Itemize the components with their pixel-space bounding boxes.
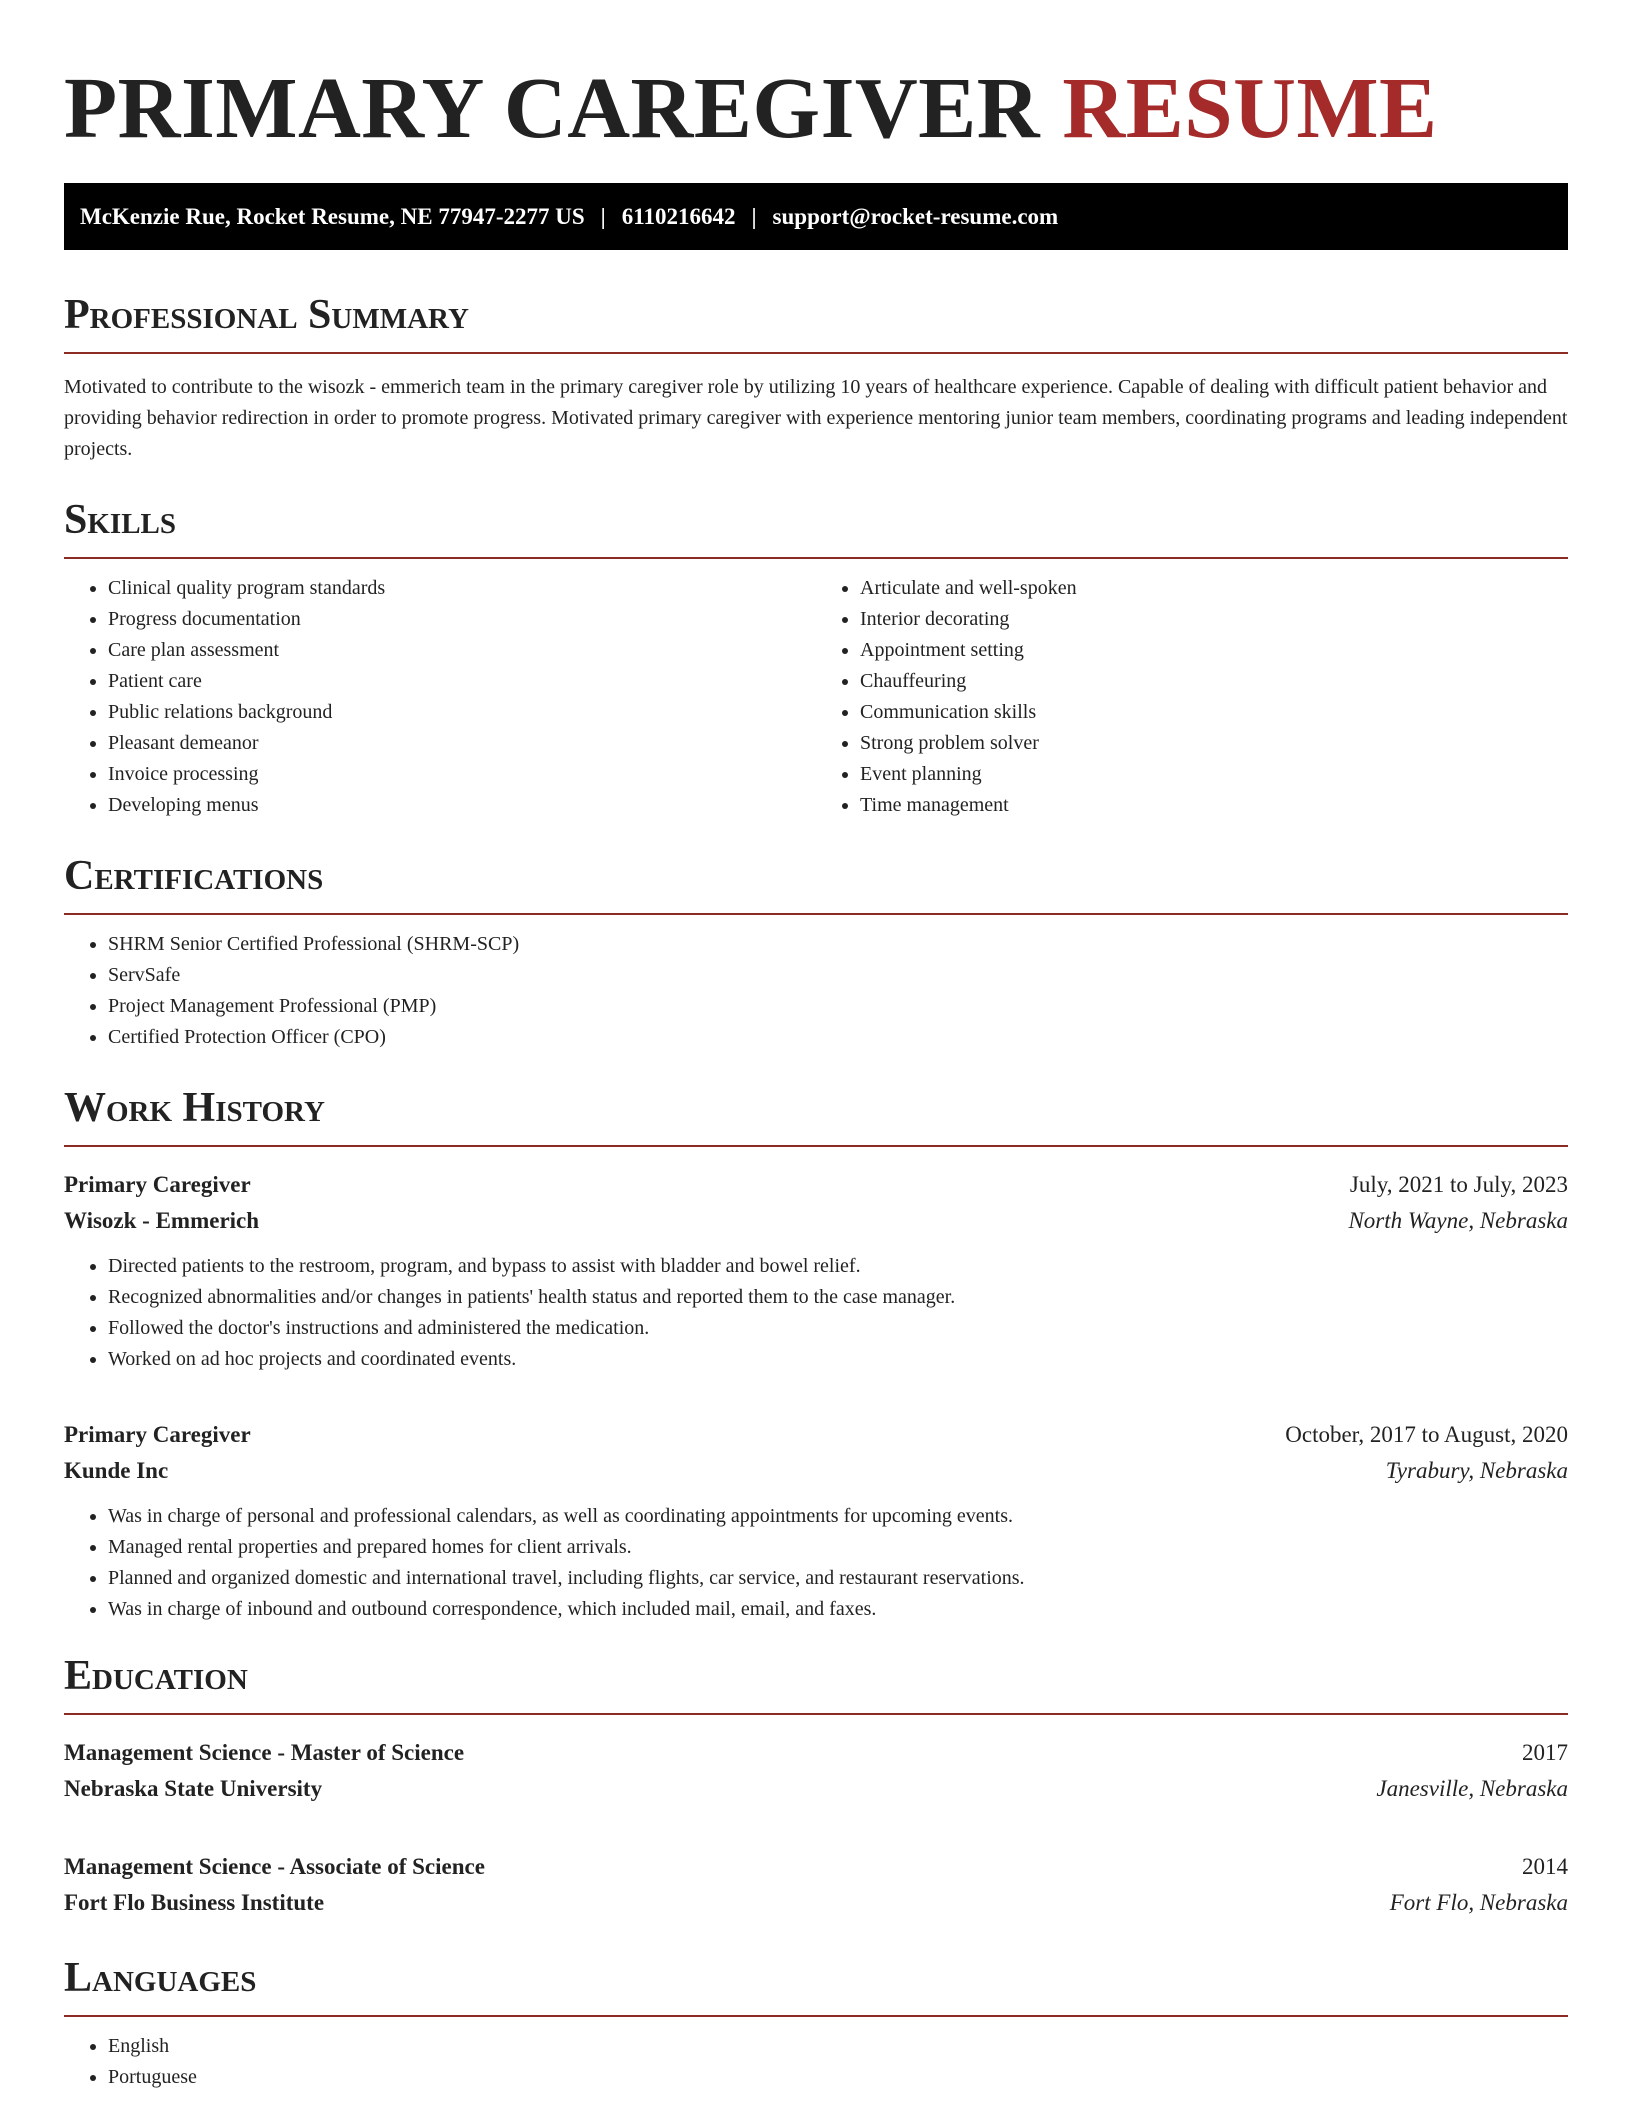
education-location: Fort Flo, Nebraska xyxy=(1389,1890,1568,1915)
job-location: North Wayne, Nebraska xyxy=(1348,1208,1568,1233)
resume-title xyxy=(64,59,1568,156)
education-year: 2014 xyxy=(1522,1854,1568,1879)
skills-heading: Skills xyxy=(64,499,1568,559)
work-history-heading: Work History xyxy=(64,1087,1568,1147)
job-duty-item: • Managed rental properties and prepared homes for client arrivals. xyxy=(108,1532,1568,1563)
work-history-section xyxy=(64,1087,1568,1625)
job-entry xyxy=(64,1417,1568,1625)
job-company: Kunde Inc xyxy=(64,1458,169,1483)
skill-item: • Articulate and well-spoken xyxy=(860,573,1568,604)
skill-item: • Public relations background xyxy=(108,697,816,728)
education-degree: Management Science - Associate of Science xyxy=(64,1854,485,1879)
certifications-heading: Certifications xyxy=(64,855,1568,915)
skill-item: • Care plan assessment xyxy=(108,635,816,666)
summary-section xyxy=(64,294,1568,465)
skill-item: • Strong problem solver xyxy=(860,728,1568,759)
job-duty-item: • Worked on ad hoc projects and coordinated events. xyxy=(108,1344,1568,1375)
certifications-list xyxy=(64,929,1568,1053)
job-title-row xyxy=(64,1417,1568,1453)
education-degree-row xyxy=(64,1849,1568,1885)
job-dates: October, 2017 to August, 2020 xyxy=(1285,1422,1568,1447)
certification-item: • ServSafe xyxy=(108,960,1568,991)
job-title-row xyxy=(64,1167,1568,1203)
education-school-row xyxy=(64,1771,1568,1807)
skills-list-right xyxy=(816,573,1568,821)
job-company-row xyxy=(64,1203,1568,1239)
education-section xyxy=(64,1655,1568,1921)
title-main: PRIMARY CAREGIVER xyxy=(64,59,1041,156)
languages-heading: Languages xyxy=(64,1957,1568,2017)
education-school-row xyxy=(64,1885,1568,1921)
education-degree-row xyxy=(64,1735,1568,1771)
education-school: Fort Flo Business Institute xyxy=(64,1890,325,1915)
job-duty-item: • Followed the doctor's instructions and administered the medication. xyxy=(108,1313,1568,1344)
job-duties-list xyxy=(64,1251,1568,1375)
skills-list-left xyxy=(64,573,816,821)
job-duty-item: • Was in charge of inbound and outbound correspondence, which included mail, email, and faxes. xyxy=(108,1594,1568,1625)
contact-separator: | xyxy=(751,203,757,229)
education-entry xyxy=(64,1735,1568,1807)
contact-separator: | xyxy=(600,203,606,229)
summary-text: Motivated to contribute to the wisozk - emmerich team in the primary caregiver role by utilizing 10 years of healthcare experience. Capable of dealing with difficult patient behavior and providing behavior redirection in order to promote progress. Motivated primary caregiver with experience mentoring junior team members, coordinating programs and leading independent projects. xyxy=(64,376,1568,460)
skills-section xyxy=(64,499,1568,821)
contact-phone: 6110216642 xyxy=(621,203,736,229)
summary-heading: Professional Summary xyxy=(64,294,1568,354)
education-school: Nebraska State University xyxy=(64,1776,323,1801)
job-title: Primary Caregiver xyxy=(64,1422,251,1447)
skills-columns xyxy=(64,559,1568,821)
skill-item: • Patient care xyxy=(108,666,816,697)
education-location: Janesville, Nebraska xyxy=(1376,1776,1568,1801)
job-entry xyxy=(64,1167,1568,1375)
language-item: • Portuguese xyxy=(108,2062,1568,2093)
job-location: Tyrabury, Nebraska xyxy=(1385,1458,1568,1483)
language-item: • English xyxy=(108,2031,1568,2062)
skill-item: • Pleasant demeanor xyxy=(108,728,816,759)
job-duty-item: • Was in charge of personal and professional calendars, as well as coordinating appointments for upcoming events. xyxy=(108,1501,1568,1532)
skill-item: • Time management xyxy=(860,790,1568,821)
certification-item: • SHRM Senior Certified Professional (SHRM-SCP) xyxy=(108,929,1568,960)
job-duties-list xyxy=(64,1501,1568,1625)
skill-item: • Event planning xyxy=(860,759,1568,790)
education-year: 2017 xyxy=(1522,1740,1568,1765)
job-company: Wisozk - Emmerich xyxy=(64,1208,260,1233)
job-company-row xyxy=(64,1453,1568,1489)
skill-item: • Appointment setting xyxy=(860,635,1568,666)
job-duty-item: • Planned and organized domestic and international travel, including flights, car service, and restaurant reservations. xyxy=(108,1563,1568,1594)
skill-item: • Chauffeuring xyxy=(860,666,1568,697)
education-entry xyxy=(64,1849,1568,1921)
education-degree: Management Science - Master of Science xyxy=(64,1740,465,1765)
skill-item: • Invoice processing xyxy=(108,759,816,790)
job-duty-item: • Recognized abnormalities and/or changes in patients' health status and reported them to the case manager. xyxy=(108,1282,1568,1313)
certifications-section xyxy=(64,855,1568,1053)
job-duty-item: • Directed patients to the restroom, program, and bypass to assist with bladder and bowel relief. xyxy=(108,1251,1568,1282)
title-accent: RESUME xyxy=(1062,59,1438,156)
skill-item: • Progress documentation xyxy=(108,604,816,635)
skill-item: • Communication skills xyxy=(860,697,1568,728)
contact-email: support@rocket-resume.com xyxy=(772,203,1059,229)
job-dates: July, 2021 to July, 2023 xyxy=(1349,1172,1568,1197)
job-title: Primary Caregiver xyxy=(64,1172,251,1197)
certification-item: • Certified Protection Officer (CPO) xyxy=(108,1022,1568,1053)
education-heading: Education xyxy=(64,1655,1568,1715)
languages-list xyxy=(64,2031,1568,2093)
skill-item: • Clinical quality program standards xyxy=(108,573,816,604)
contact-address: McKenzie Rue, Rocket Resume, NE 77947-2277 US xyxy=(80,203,585,229)
certification-item: • Project Management Professional (PMP) xyxy=(108,991,1568,1022)
contact-bar xyxy=(64,183,1568,250)
languages-section xyxy=(64,1957,1568,2093)
skill-item: • Developing menus xyxy=(108,790,816,821)
skill-item: • Interior decorating xyxy=(860,604,1568,635)
